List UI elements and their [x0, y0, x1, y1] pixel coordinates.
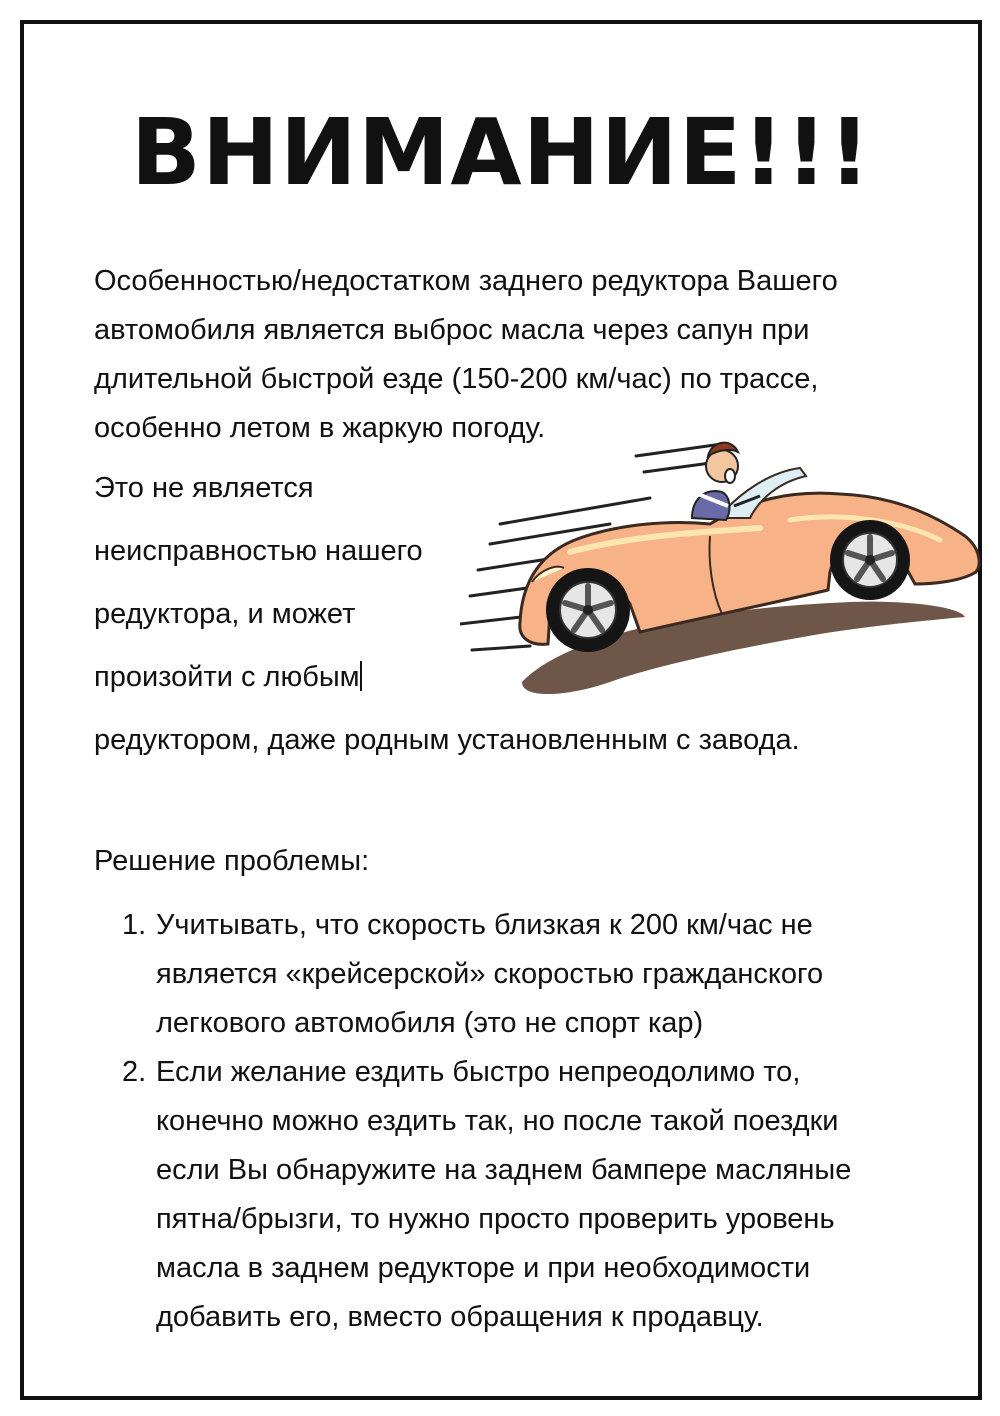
intro-paragraph: Особенностью/недостатком заднего редуктора Вашего автомобиля является выброс масла через сапун при длительной быстрой езде (150-200 км/час) по трассе, особенно летом в жаркую погоду.: [94, 265, 838, 444]
front-wheel: [546, 568, 630, 652]
list-item: [122, 1048, 982, 1342]
note-line-with-cursor: [94, 653, 494, 702]
note-line: неисправностью нашего: [94, 535, 423, 567]
note-line-text: произойти с любым: [94, 661, 360, 693]
step-number: 1.: [122, 909, 147, 941]
step-text: Если желание ездить быстро непреодолимо то, конечно можно ездить так, но после такой поездки если Вы обнаружите на заднем бампере масляные пятна/брызги, то нужно просто проверить уровень масла в заднем редукторе и при необходимости добавить его, вместо обращения к продавцу.: [156, 1056, 852, 1333]
step-text: Учитывать, что скорость близкая к 200 км/час не является «крейсерской» скоростью гражданского легкового автомобиля (это не спорт кар): [156, 909, 824, 1039]
step-number: 2.: [122, 1056, 147, 1088]
note-tail: редуктором, даже родным установленным с завода.: [94, 724, 800, 756]
document-page: [20, 20, 982, 1400]
note-line: Это не является: [94, 472, 314, 504]
note-line: редуктора, и может: [94, 598, 356, 630]
rear-wheel: [830, 520, 910, 600]
solution-steps: [122, 901, 982, 1342]
solution-heading: Решение проблемы:: [94, 845, 370, 877]
page-title: ВНИМАНИЕ!!!: [130, 99, 872, 206]
list-item: [122, 901, 982, 1048]
text-cursor: [360, 661, 362, 691]
speeding-convertible-car-icon: [460, 432, 988, 714]
